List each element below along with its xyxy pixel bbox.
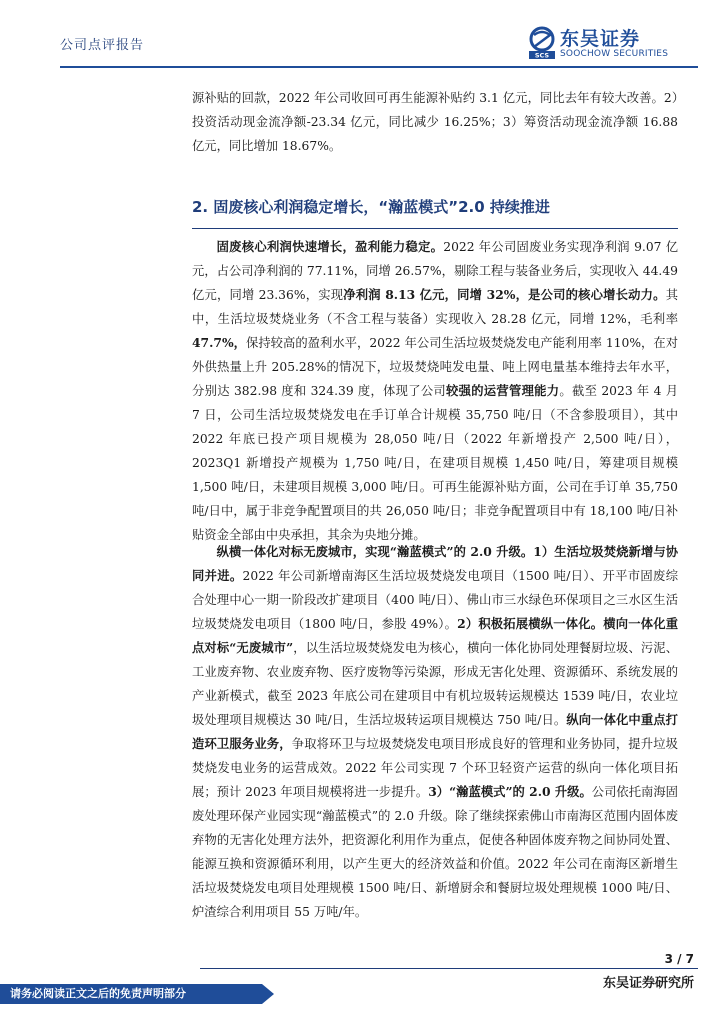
- para1-bold-2: 47.7%，: [192, 335, 247, 350]
- disclaimer-banner: 请务必阅读正文之后的免责声明部分: [0, 984, 262, 1004]
- para2-bold-1: 纵横一体化对标无废城市，实现“瀚蓝模式”的 2.0 升级。1）生活垃圾焚烧新增与协同并进。: [192, 544, 678, 583]
- intro-text: 源补贴的回款，2022 年公司收回可再生能源补贴约 3.1 亿元，同比去年有较大改善。2）投资活动现金流净额-23.34 亿元，同比减少 16.25%；3）筹资活动现金流净额 16.88 亿元，同比增加 18.67%。: [192, 91, 678, 153]
- para1-bold-1: 净利润 8.13 亿元，同增 32%，是公司的核心增长动力。: [343, 287, 666, 302]
- para2-bold-3: 纵向一体化中重点打造环卫服务业务，: [192, 712, 678, 751]
- para1-lead: 固废核心利润快速增长，盈利能力稳定。: [216, 239, 444, 254]
- para1-text-1: 2022 年公司固废业务实现净利润 9.07 亿元，占公司净利润的 77.11%，同增 26.57%，剔除工程与装备业务后，实现收入 44.49 亿元，同增 23.36%，实现: [192, 240, 678, 302]
- para2-bold-2: 2）积极拓展横纵一体化。横向一体化重点对标“无废城市”: [192, 616, 678, 655]
- para1-text-4: 。截至 2023 年 4 月 7 日，公司生活垃圾焚烧发电在手订单合计规模 35,750 吨/日（不含参股项目），其中 2022 年底已投产项目规模为 28,050 吨/日（2022 年新增投产 2,500 吨/日），2023Q1 新增投产规模为 1,750 吨/日，在建项目规模 1,450 吨/日，筹建项目规模 1,500 吨/日，未建项目规模 3,000 吨/日。可再生能源补贴方面，公司在手订单 35,750 吨/日中，属于非竞争配置项目的共 26,050 吨/日；非竞争配置项目中有 18,100 吨/日补贴资金全部由中央承担，其余为央地分摊。: [192, 384, 678, 542]
- intro-paragraph: [192, 86, 678, 158]
- page-number: 3 / 7: [664, 952, 694, 966]
- header-divider: [60, 66, 698, 68]
- para2-text-2: ，以生活垃圾焚烧发电为核心，横向一体化协同处理餐厨垃圾、污泥、工业废弃物、农业废弃物、医疗废物等污染源，形成无害化处理、资源循环、系统发展的产业新模式，截至 2023 年底公司在建项目中有机垃圾转运规模达 1539 吨/日，农业垃圾处理项目规模达 30 吨/日，生活垃圾转运项目规模达 750 吨/日。: [192, 641, 678, 727]
- para2-bold-4: 3）“瀚蓝模式”的 2.0 升级。: [428, 784, 592, 799]
- company-logo: [528, 24, 698, 64]
- para1-bold-3: 较强的运营管理能力: [446, 383, 560, 398]
- section-divider: [192, 228, 678, 229]
- section-title: 2. 固废核心利润稳定增长，“瀚蓝模式”2.0 持续推进: [192, 198, 550, 216]
- para2-text-4: 公司依托南海固废处理环保产业园实现“瀚蓝模式”的 2.0 升级。除了继续探索佛山市南海区范围内固体废弃物的无害化处理方法外，把资源化利用作为重点，促使各种固体废弃物之间协同处置、能源互换和资源循环利用，以产生更大的经济效益和价值。2022 年公司在南海区新增生活垃圾焚烧发电项目处理规模 1500 吨/日、新增厨余和餐厨垃圾处理规模 1000 吨/日、炉渣综合利用项目 55 万吨/年。: [192, 785, 678, 919]
- soochow-logo-icon: [528, 26, 556, 60]
- paragraph-solid-waste-profit: [192, 235, 678, 547]
- paragraph-integration-model: [192, 540, 678, 924]
- para1-text-2: 其中，生活垃圾焚烧业务（不含工程与装备）实现收入 28.28 亿元，同增 12%，毛利率: [192, 288, 678, 326]
- research-institute-name: 东吴证券研究所: [602, 976, 694, 991]
- para2-text-3: 争取将环卫与垃圾焚烧发电项目形成良好的管理和业务协同，提升垃圾焚烧发电业务的运营成效。2022 年公司实现 7 个环卫轻资产运营的纵向一体化项目拓展；预计 2023 年项目规模将进一步提升。: [192, 737, 678, 799]
- footer-divider: [200, 968, 698, 969]
- para2-text-1: 2022 年公司新增南海区生活垃圾焚烧发电项目（1500 吨/日）、开平市固废综合处理中心一期一阶段改扩建项目（400 吨/日）、佛山市三水绿色环保项目之三水区生活垃圾焚烧发电项目（1800 吨/日，参股 49%）。: [192, 569, 678, 631]
- para1-text-3: 保持较高的盈利水平，2022 年公司生活垃圾焚烧发电产能利用率 110%，在对外供热量上升 205.28%的情况下，垃圾焚烧吨发电量、吨上网电量基本维持去年水平，分别达 382.98 度和 324.39 度，体现了公司: [192, 336, 678, 398]
- report-type-label: 公司点评报告: [60, 38, 145, 53]
- disclaimer-arrow: [262, 984, 274, 1004]
- logo-mark-text: SCS: [534, 51, 550, 60]
- logo-english-name: SOOCHOW SECURITIES: [560, 49, 669, 59]
- logo-chinese-name: 东吴证券: [560, 28, 641, 50]
